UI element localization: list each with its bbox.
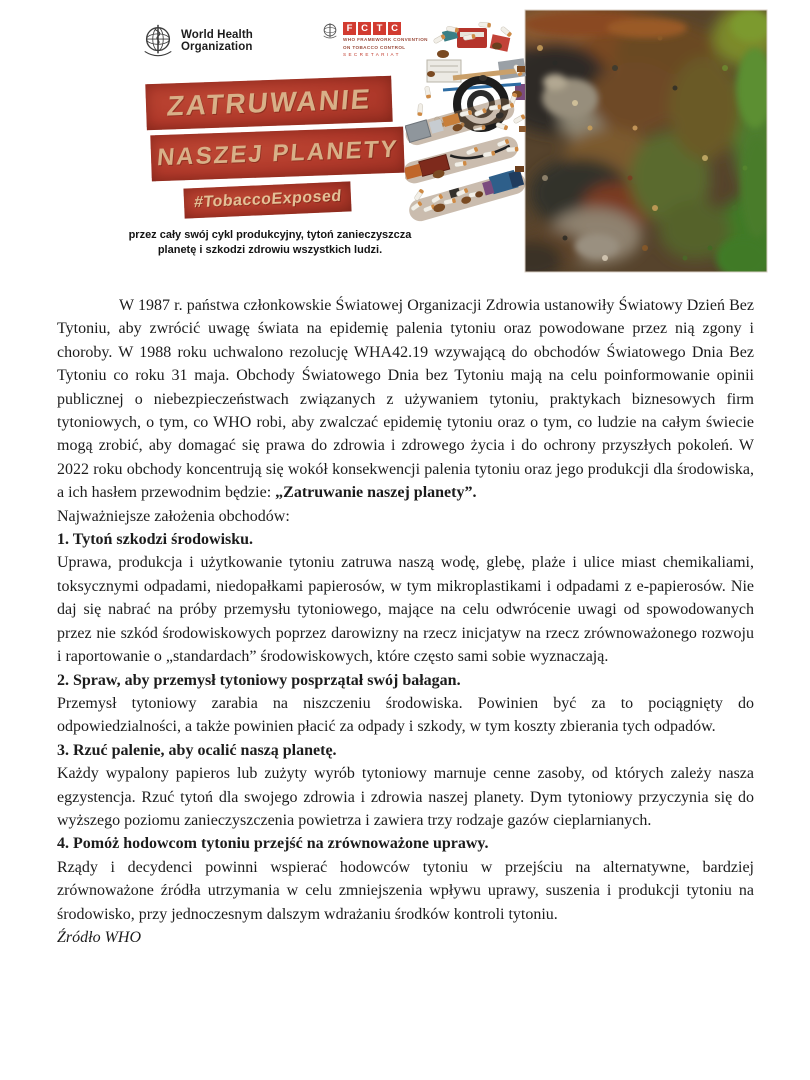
- poster-title-line1: ZATRUWANIE: [145, 76, 392, 131]
- point-3-heading: 3. Rzuć palenie, aby ocalić naszą planetę.: [57, 741, 337, 759]
- campaign-collage-photo: [405, 8, 770, 274]
- who-logo: [139, 22, 253, 60]
- point-2-heading: 2. Spraw, aby przemysł tytoniowy posprzątał swój bałagan.: [57, 671, 461, 689]
- poster-tagline-line2: planetę i szkodzi zdrowiu wszystkich ludzi.: [157, 244, 383, 256]
- poster-tagline: [120, 228, 420, 258]
- intro-slogan-bold: „Zatruwanie naszej planety”.: [275, 484, 477, 502]
- point-4-body: Rządy i decydenci powinni wspierać hodowców tytoniu w przejściu na alternatywne, bardziej zrównoważone źródła utrzymania w celu zmniejszenia wpływu uprawy, suszenia i produkcji tytoniu na środowisko, przy jednoczesnym dalszym wdrażaniu środków kontroli tytoniu.: [57, 858, 754, 923]
- point-1-body: Uprawa, produkcja i użytkowanie tytoniu zatruwa naszą wodę, glebę, plaże i ulice miast chemikaliami, toksycznymi odpadami, niedopałkami papierosów, w tym mikroplastikami i odpadami z e-papierosów. Nie daj się nabrać na próby przemysłu tytoniowego, mające na celu odwrócenie uwagi od spowodowanych przez nie szkód środowiskowych poprzez darowizny na rzecz inicjatyw na rzecz zrównoważonego rozwoju i raportowanie o „standardach” środowiskowych, które często sami sobie wyznaczają.: [57, 554, 754, 666]
- point-3-body: Każdy wypalony papieros lub zużyty wyrób tytoniowy marnuje cenne zasoby, od których zależy nasza egzystencja. Rzuć tytoń dla swojego zdrowia i zdrowia naszej planety. Dym tytoniowy przyczynia się do wyższego poziomu zanieczyszczenia powietrza i zawiera trzy rodzaje gazów cieplarnianych.: [57, 765, 754, 829]
- fctc-subtitle-line1: WHO FRAMEWORK CONVENTION: [343, 37, 428, 42]
- who-logo-line2: Organization: [181, 41, 253, 53]
- who-logo-line1: World Health: [181, 29, 253, 41]
- fctc-letter-f: F: [343, 22, 356, 35]
- poster-title-line2: NASZEJ PLANETY: [150, 127, 404, 182]
- fctc-letter-t: T: [373, 22, 386, 35]
- article-body: [57, 294, 754, 949]
- point-1-heading: 1. Tytoń szkodzi środowisku.: [57, 531, 254, 549]
- fctc-letter-c1: C: [358, 22, 371, 35]
- intro-text: W 1987 r. państwa członkowskie Światowej Organizacji Zdrowia ustanowiły Światowy Dzień Bez Tytoniu, aby zwrócić uwagę świata na epidemię palenia tytoniu oraz powodowane przez nią zgony i choroby. W 1988 roku uchwalono rezolucję WHA42.19 wzywającą do obchodów Światowego Dnia Bez Tytoniu co roku 31 maja. Obchody Światowego Dnia bez Tytoniu mają na celu poinformowanie opinii publicznej o niebezpieczeństwach związanych z używaniem tytoniu, praktykach biznesowych firm tytoniowych, o tym, co WHO robi, aby zwalczać epidemię tytoniu oraz o tym, co ludzie na całym świecie mogą zrobić, aby domagać się prawa do zdrowia i zdrowego życia i do ochrony przyszłych pokoleń. W 2022 roku obchody koncentrują się wokół konsekwencji palenia tytoniu oraz jego produkcji dla środowiska, a ich hasłem przewodnim będzie:: [57, 297, 754, 502]
- fctc-subtitle-line2: ON TOBACCO CONTROL: [343, 45, 406, 50]
- fctc-letter-c2: C: [388, 22, 401, 35]
- who-emblem-icon: [139, 22, 177, 60]
- source-note: Źródło WHO: [57, 928, 142, 946]
- intro-paragraph: [57, 294, 754, 505]
- poster-hashtag: #TobaccoExposed: [183, 181, 351, 218]
- point-2-body: Przemysł tytoniowy zarabia na niszczeniu środowiska. Powinien być za to pociągnięty do odpowiedzialności, a także powinien płacić za odpady i szkody, w tym koszty zbierania tych odpadów.: [57, 694, 754, 736]
- fctc-who-emblem-icon: [321, 22, 339, 40]
- poster-tagline-line1: przez cały swój cykl produkcyjny, tytoń zanieczyszcza: [128, 229, 412, 241]
- list-intro: Najważniejsze założenia obchodów:: [57, 507, 290, 525]
- point-4-heading: 4. Pomóż hodowcom tytoniu przejść na zrównoważone uprawy.: [57, 835, 489, 853]
- fctc-secretariat-label: SECRETARIAT: [343, 52, 401, 57]
